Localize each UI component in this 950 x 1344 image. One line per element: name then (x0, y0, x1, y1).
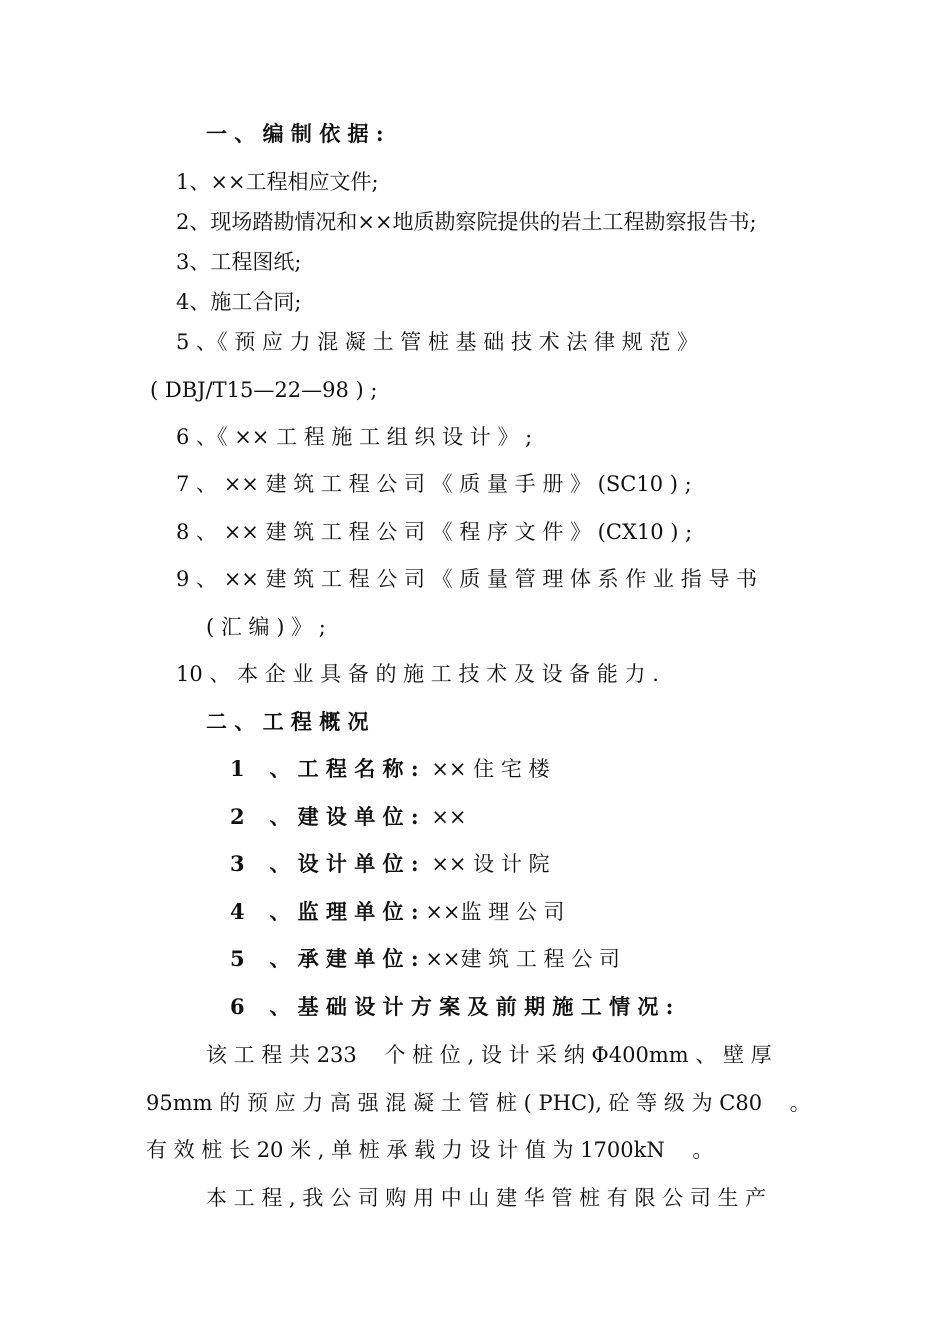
field-number: 2 (230, 804, 245, 829)
basis-item-7: 7 、 ×× 建 筑 工 程 公 司 《 质 量 手 册 》 (SC10 ) ; (176, 472, 692, 496)
basis-item-5-cont: ( DBJ/T15—22—98 ) ; (150, 378, 378, 402)
field-number: 4 (230, 899, 245, 924)
field-label: 、 设 计 单 位 : (269, 851, 419, 876)
basis-item-5: 5 、《 预 应 力 混 凝 土 管 桩 基 础 技 术 法 律 规 范 》 (176, 330, 699, 354)
field-number: 3 (230, 851, 245, 876)
field-label: 、 监 理 单 位 : (269, 899, 419, 924)
project-field-2 (230, 805, 467, 829)
field-value: ×× 设 计 院 (431, 852, 550, 876)
project-field-5 (230, 947, 620, 971)
paragraph2-line-1: 本 工 程 , 我 公 司 购 用 中 山 建 华 管 桩 有 限 公 司 生 产 (206, 1186, 767, 1210)
field-number: 6 (230, 994, 245, 1019)
field-label: 、 工 程 名 称 : (269, 756, 419, 781)
project-field-6 (230, 995, 673, 1019)
field-value: ××监 理 公 司 (425, 900, 565, 924)
field-number: 1 (230, 756, 245, 781)
project-field-3 (230, 852, 550, 876)
basis-item-8: 8 、 ×× 建 筑 工 程 公 司 《 程 序 文 件 》 (CX10 ) ; (176, 520, 693, 544)
paragraph1-line-2: 95mm 的 预 应 力 高 强 混 凝 土 管 桩 ( PHC), 砼 等 级 为 C80 。 (146, 1091, 811, 1115)
basis-item-9: 9 、 ×× 建 筑 工 程 公 司 《 质 量 管 理 体 系 作 业 指 导 书 (176, 567, 758, 591)
basis-item-2: 2、现场踏勘情况和××地质勘察院提供的岩土工程勘察报告书; (176, 210, 757, 234)
field-value: ××建 筑 工 程 公 司 (425, 947, 620, 971)
paragraph1-line-3: 有 效 桩 长 20 米 , 单 桩 承 载 力 设 计 值 为 1700kN 。 (146, 1138, 714, 1162)
basis-item-4: 4、施工合同; (176, 290, 302, 314)
paragraph1-line-1: 该 工 程 共 233 个 桩 位 , 设 计 采 纳 Φ400mm 、 壁 厚 (206, 1043, 772, 1067)
field-value: ×× (431, 805, 467, 829)
field-value: ×× 住 宅 楼 (431, 757, 550, 781)
field-label: 、 承 建 单 位 : (269, 946, 419, 971)
field-number: 5 (230, 946, 245, 971)
basis-item-3: 3、工程图纸; (176, 250, 302, 274)
section2-heading: 二 、 工 程 概 况 (206, 709, 369, 734)
section1-heading: 一 、 编 制 依 据 : (206, 121, 384, 146)
project-field-4 (230, 900, 565, 924)
basis-item-1: 1、××工程相应文件; (176, 170, 379, 194)
basis-item-9-cont: ( 汇 编 ) 》 ; (206, 615, 326, 639)
field-label: 、 基 础 设 计 方 案 及 前 期 施 工 情 况 : (269, 994, 674, 1019)
project-field-1 (230, 757, 550, 781)
basis-item-6: 6 、《 ×× 工 程 施 工 组 织 设 计 》 ; (176, 425, 533, 449)
field-label: 、 建 设 单 位 : (269, 804, 419, 829)
basis-item-10: 10 、 本 企 业 具 备 的 施 工 技 术 及 设 备 能 力 . (176, 662, 659, 686)
